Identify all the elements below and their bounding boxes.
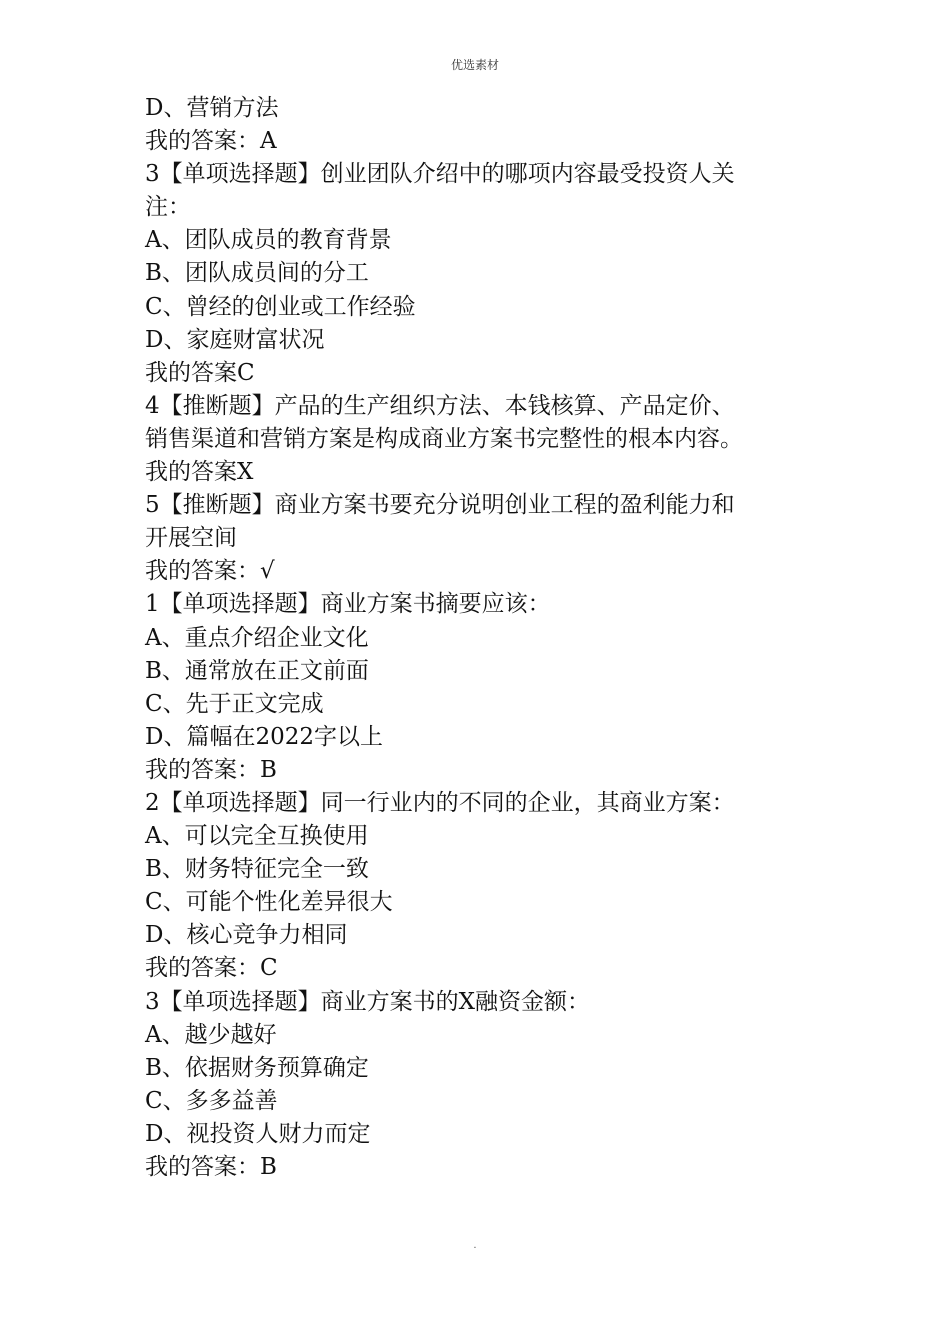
answer-line: 我的答案：√ bbox=[145, 558, 275, 585]
option-line: C、先于正文完成 bbox=[145, 690, 324, 717]
option-line: C、曾经的创业或工作经验 bbox=[145, 293, 416, 320]
answer-line: 我的答案：A bbox=[145, 128, 277, 155]
option-line: C、多多益善 bbox=[145, 1087, 278, 1114]
answer-line: 我的答案：B bbox=[145, 1154, 277, 1180]
option-line: A、越少越好 bbox=[145, 1021, 277, 1048]
question-line: 1【单项选择题】商业方案书摘要应该： bbox=[145, 591, 551, 618]
option-line: D、篇幅在2022字以上 bbox=[145, 723, 383, 750]
option-line: B、依据财务预算确定 bbox=[145, 1054, 369, 1081]
answer-line: 我的答案X bbox=[145, 459, 254, 486]
option-line: C、可能个性化差异很大 bbox=[145, 889, 393, 916]
option-line: D、家庭财富状况 bbox=[145, 326, 325, 353]
document-body bbox=[145, 92, 825, 1184]
answer-line: 我的答案：C bbox=[145, 955, 278, 982]
option-line: B、通常放在正文前面 bbox=[145, 657, 369, 684]
option-line: D、核心竞争力相同 bbox=[145, 922, 348, 949]
option-line: D、营销方法 bbox=[145, 95, 279, 121]
question-line: 注： bbox=[145, 194, 191, 221]
page-header: 优选素材 bbox=[450, 58, 499, 72]
question-line: 3【单项选择题】商业方案书的X融资金额： bbox=[145, 988, 591, 1015]
answer-line: 我的答案C bbox=[145, 359, 255, 386]
option-line: A、重点介绍企业文化 bbox=[145, 624, 369, 651]
option-line: A、可以完全互换使用 bbox=[145, 823, 369, 850]
question-line: 开展空间 bbox=[145, 525, 237, 552]
page-footer-mark: . bbox=[473, 1240, 477, 1251]
answer-line: 我的答案：B bbox=[145, 756, 277, 783]
question-line: 5【推断题】商业方案书要充分说明创业工程的盈利能力和 bbox=[145, 492, 735, 519]
option-line: A、团队成员的教育背景 bbox=[145, 227, 392, 254]
question-line: 2【单项选择题】同一行业内的不同的企业，其商业方案： bbox=[145, 789, 735, 816]
question-line: 销售渠道和营销方案是构成商业方案书完整性的根本内容。 bbox=[145, 425, 743, 452]
option-line: B、团队成员间的分工 bbox=[145, 260, 369, 287]
question-line: 4【推断题】产品的生产组织方法、本钱核算、产品定价、 bbox=[145, 392, 735, 419]
option-line: B、财务特征完全一致 bbox=[145, 856, 369, 883]
question-line: 3【单项选择题】创业团队介绍中的哪项内容最受投资人关 bbox=[145, 161, 735, 188]
option-line: D、视投资人财力而定 bbox=[145, 1120, 371, 1147]
